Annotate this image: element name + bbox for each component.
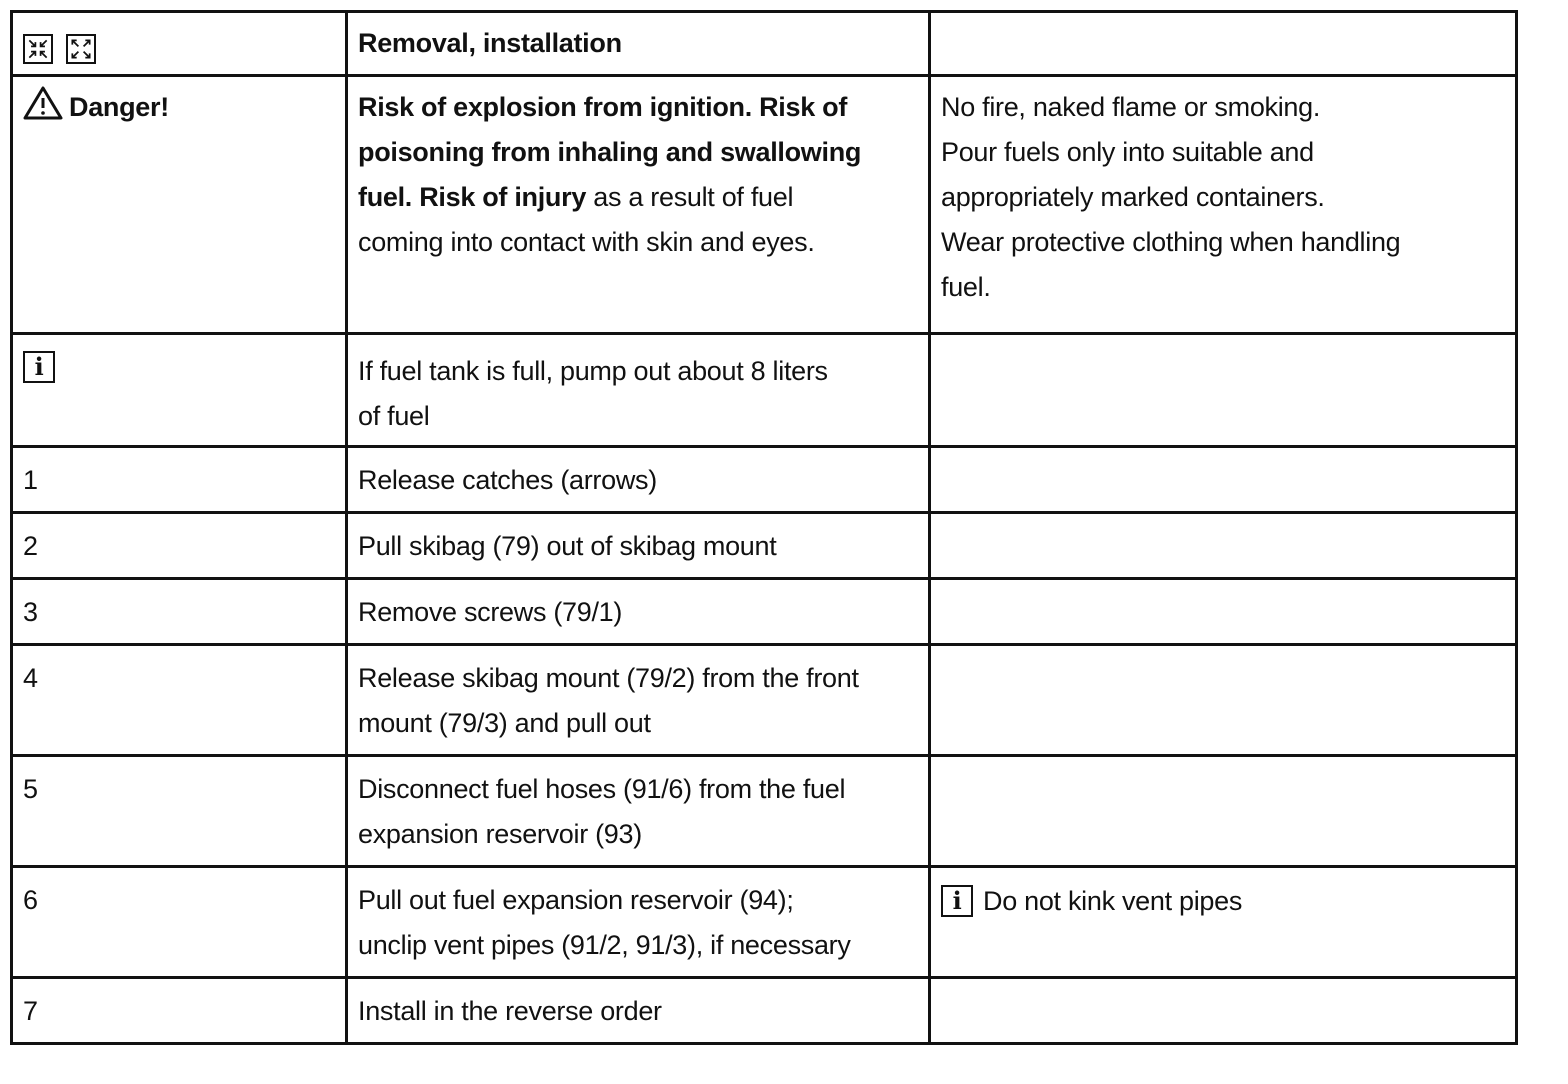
step-instruction: Release skibag mount (79/2) from the front mount (79/3) and pull out	[358, 663, 859, 738]
procedure-table	[10, 10, 1518, 1045]
info-icon: i	[941, 885, 973, 917]
step-instruction: Disconnect fuel hoses (91/6) from the fuel expansion reservoir (93)	[358, 774, 846, 849]
danger-label: Danger!	[69, 92, 169, 122]
step-number: 4	[23, 663, 38, 693]
risk-line: fuel. Risk of injury as a result of fuel	[358, 182, 794, 212]
procedure-sheet	[10, 10, 1515, 1045]
section-title: Removal, installation	[358, 28, 622, 58]
table-row	[12, 447, 1517, 513]
table-row	[12, 756, 1517, 867]
step-number: 5	[23, 774, 38, 804]
removal-icon	[23, 34, 53, 64]
step-instruction: Remove screws (79/1)	[358, 597, 623, 627]
table-row	[12, 579, 1517, 645]
step-number: 3	[23, 597, 38, 627]
header-row	[12, 12, 1517, 76]
step-instruction: Pull out fuel expansion reservoir (94); unclip vent pipes (91/2, 91/3), if necessary	[358, 885, 851, 960]
info-row	[12, 334, 1517, 447]
table-row	[12, 867, 1517, 978]
risk-description	[348, 77, 928, 269]
precautions	[931, 77, 1515, 314]
table-row	[12, 513, 1517, 579]
precaution-line: Pour fuels only into suitable and	[941, 137, 1314, 167]
step-number: 2	[23, 531, 38, 561]
precaution-line: No fire, naked flame or smoking.	[941, 92, 1321, 122]
table-row	[12, 645, 1517, 756]
precaution-line: Wear protective clothing when handling	[941, 227, 1401, 257]
precaution-line: fuel.	[941, 272, 991, 302]
info-text: If fuel tank is full, pump out about 8 liters of fuel	[358, 356, 828, 431]
risk-line: Risk of explosion from ignition. Risk of	[358, 92, 848, 122]
step-instruction: Pull skibag (79) out of skibag mount	[358, 531, 777, 561]
step-number: 1	[23, 465, 38, 495]
step-number: 6	[23, 885, 38, 915]
step-note	[941, 879, 1242, 924]
danger-row	[12, 76, 1517, 334]
risk-line: coming into contact with skin and eyes.	[358, 227, 815, 257]
risk-line: poisoning from inhaling and swallowing	[358, 137, 862, 167]
step-instruction: Install in the reverse order	[358, 996, 662, 1026]
info-icon: i	[23, 351, 55, 383]
note-text: Do not kink vent pipes	[983, 885, 1243, 916]
table-row	[12, 978, 1517, 1044]
step-instruction: Release catches (arrows)	[358, 465, 657, 495]
precaution-line: appropriately marked containers.	[941, 182, 1325, 212]
warning-triangle-icon	[23, 86, 63, 120]
installation-icon	[66, 34, 96, 64]
step-number: 7	[23, 996, 38, 1026]
